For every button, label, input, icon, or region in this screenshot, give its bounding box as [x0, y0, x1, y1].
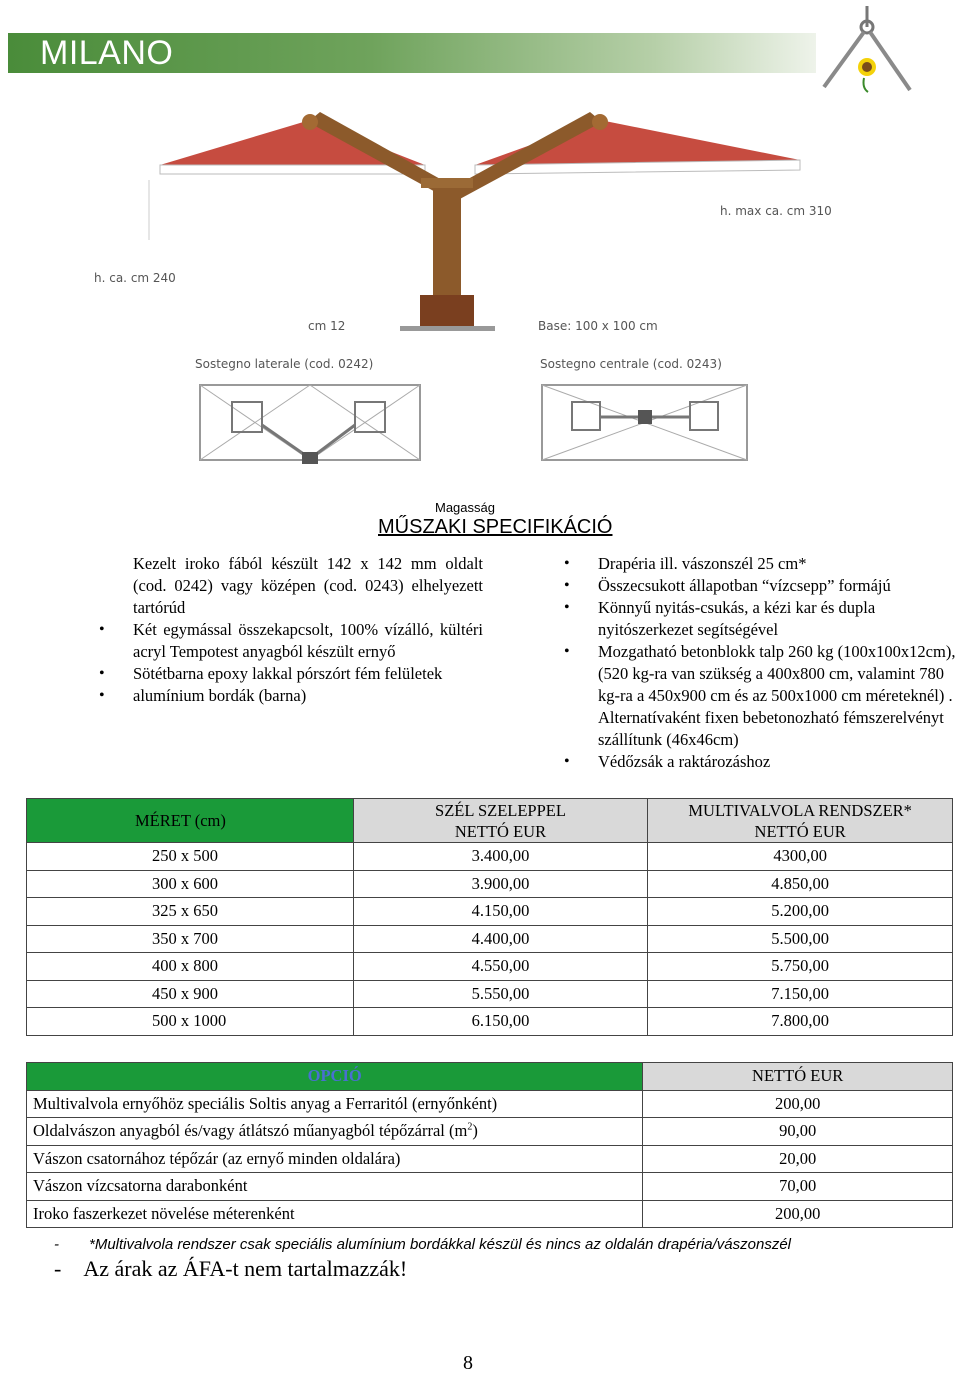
- table-row: [27, 1200, 953, 1228]
- table-row: [27, 980, 953, 1008]
- superscript: 2: [467, 1121, 473, 1133]
- size-cell: 450 x 900: [27, 980, 354, 1008]
- spec-left-list: [133, 553, 483, 707]
- option-price: 90,00: [643, 1118, 953, 1146]
- table-row: [27, 925, 953, 953]
- table-row: [27, 953, 953, 981]
- wind-valve-header: [353, 799, 648, 843]
- table-row: [27, 1118, 953, 1146]
- option-label: Iroko faszerkezet növelése méterenként: [27, 1200, 643, 1228]
- option-table: [26, 1062, 953, 1228]
- option-price: 70,00: [643, 1173, 953, 1201]
- header-line: NETTÓ EUR: [754, 821, 846, 841]
- spec-item: Kezelt iroko fából készült 142 x 142 mm oldalt (cod. 0242) vagy középen (cod. 0243) elhelyezett tartórúd: [133, 554, 483, 617]
- option-label: [27, 1118, 643, 1146]
- multivalvola-price: 5.200,00: [648, 898, 953, 926]
- dash: -: [54, 1256, 62, 1281]
- size-cell: 350 x 700: [27, 925, 354, 953]
- wind-valve-price: 3.400,00: [353, 843, 648, 871]
- spec-item: • Könnyű nyitás-csukás, a kézi kar és dupla nyitószerkezet segítségével: [598, 597, 960, 641]
- wind-valve-price: 4.550,00: [353, 953, 648, 981]
- table-row: [27, 843, 953, 871]
- header-line: MULTIVALVOLA RENDSZER*: [688, 800, 912, 820]
- footnote-text: *Multivalvola rendszer csak speciális alumínium bordákkal készül és nincs az oldalán drapéria/vászonszél: [89, 1236, 791, 1253]
- option-price: 20,00: [643, 1145, 953, 1173]
- wind-valve-price: 4.400,00: [353, 925, 648, 953]
- multivalvola-price: 4300,00: [648, 843, 953, 871]
- size-header: MÉRET (cm): [27, 799, 354, 843]
- side-support-plan: [200, 385, 420, 464]
- wind-valve-price: 4.150,00: [353, 898, 648, 926]
- pole-label: cm 12: [308, 319, 346, 333]
- table-row: [27, 1008, 953, 1036]
- option-label: Vászon vízcsatorna darabonként: [27, 1173, 643, 1201]
- size-cell: 325 x 650: [27, 898, 354, 926]
- option-price-header: NETTÓ EUR: [643, 1063, 953, 1091]
- central-support-plan: [542, 385, 747, 460]
- spec-item: • Védőzsák a raktározáshoz: [598, 751, 960, 773]
- option-price: 200,00: [643, 1200, 953, 1228]
- spec-item: • Összecsukott állapotban “vízcsepp” formájú: [598, 575, 960, 597]
- multivalvola-price: 4.850,00: [648, 870, 953, 898]
- table-row: [27, 870, 953, 898]
- multivalvola-header: [648, 799, 953, 843]
- option-label: Multivalvola ernyőhöz speciális Soltis anyag a Ferraritól (ernyőnként): [27, 1090, 643, 1118]
- table-row: [27, 1145, 953, 1173]
- multivalvola-price: 7.800,00: [648, 1008, 953, 1036]
- table-row: [27, 1090, 953, 1118]
- footnote-multivalvola: [54, 1236, 791, 1253]
- spec-item: • Mozgatható betonblokk talp 260 kg (100x100x12cm), (520 kg-ra van szükség a 400x800 cm, valamint 780 kg-ra a 450x900 cm és az 500x1000 cm méreteknél) .: [598, 641, 960, 707]
- header-line: NETTÓ EUR: [454, 821, 547, 841]
- option-header: OPCIÓ: [27, 1063, 643, 1091]
- spec-right-list: [598, 553, 960, 773]
- size-cell: 250 x 500: [27, 843, 354, 871]
- size-cell: 500 x 1000: [27, 1008, 354, 1036]
- table-row: [27, 898, 953, 926]
- max-height-label: h. max ca. cm 310: [720, 204, 832, 218]
- wind-valve-price: 5.550,00: [353, 980, 648, 1008]
- side-support-label: Sostegno laterale (cod. 0242): [195, 357, 374, 371]
- spec-item: • alumínium bordák (barna): [133, 685, 483, 707]
- base-label: Base: 100 x 100 cm: [538, 319, 658, 333]
- table-row: [27, 1173, 953, 1201]
- wind-valve-price: 6.150,00: [353, 1008, 648, 1036]
- multivalvola-price: 5.750,00: [648, 953, 953, 981]
- option-label-text: ): [472, 1121, 478, 1141]
- compass-logo: [812, 2, 922, 97]
- dash: -: [54, 1236, 59, 1253]
- spec-item: • Sötétbarna epoxy lakkal pórszórt fém felületek: [133, 663, 483, 685]
- option-table-header: [27, 1063, 953, 1091]
- footnote-vat: [54, 1256, 407, 1282]
- spec-item: Alternatívaként fixen bebetonozható fémszerelvényt szállítunk (46x46cm): [598, 708, 944, 749]
- umbrella-drawing: [80, 90, 900, 470]
- option-label-text: Oldalvászon anyagból és/vagy átlátszó műanyagból tépőzárral (m: [33, 1121, 468, 1141]
- price-table-header: [27, 799, 953, 843]
- multivalvola-price: 5.500,00: [648, 925, 953, 953]
- header-line: SZÉL SZELEPPEL: [435, 800, 566, 820]
- spec-item: • Két egymással összekapcsolt, 100% vízálló, kültéri acryl Tempotest anyagból készült ernyő: [133, 619, 483, 663]
- multivalvola-price: 7.150,00: [648, 980, 953, 1008]
- size-cell: 300 x 600: [27, 870, 354, 898]
- footnote-text: Az árak az ÁFA-t nem tartalmazzák!: [83, 1256, 408, 1281]
- spec-title: MŰSZAKI SPECIFIKÁCIÓ: [378, 516, 613, 538]
- wind-valve-price: 3.900,00: [353, 870, 648, 898]
- spec-caption: Magasság: [435, 500, 495, 515]
- spec-item: • Drapéria ill. vászonszél 25 cm*: [598, 553, 960, 575]
- page-title: MILANO: [40, 34, 174, 72]
- price-table: [26, 798, 953, 1036]
- page-number: 8: [463, 1352, 473, 1374]
- central-support-label: Sostegno centrale (cod. 0243): [540, 357, 722, 371]
- height-label: h. ca. cm 240: [94, 271, 176, 285]
- size-cell: 400 x 800: [27, 953, 354, 981]
- option-price: 200,00: [643, 1090, 953, 1118]
- option-label: Vászon csatornához tépőzár (az ernyő minden oldalára): [27, 1145, 643, 1173]
